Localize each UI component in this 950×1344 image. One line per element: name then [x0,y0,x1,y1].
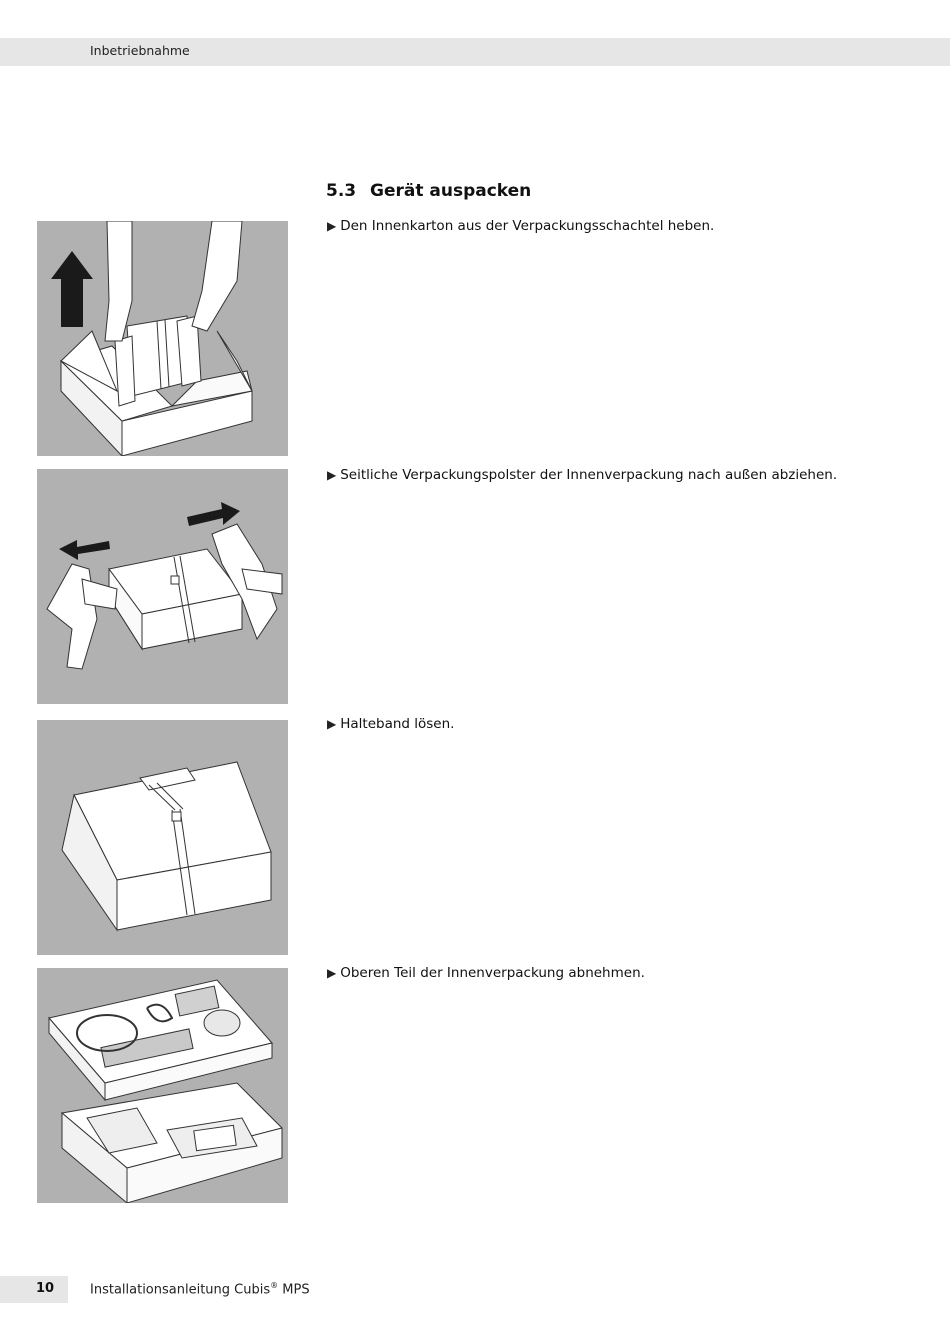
section-number: 5.3 [326,181,357,201]
section-title [326,181,531,201]
footer-title-main: Installationsanleitung Cubis [90,1282,271,1298]
header-bar [0,38,950,66]
step-4-text: Oberen Teil der Innenverpackung abnehmen. [340,965,645,981]
page-number: 10 [36,1281,55,1296]
step-3 [327,716,454,732]
illustration-remove-side-cushions [37,469,288,704]
step-1 [327,218,714,234]
triangle-bullet-icon: ▶ [327,219,337,233]
illustration-lift-inner-box [37,221,288,456]
illustration-release-strap [37,720,288,955]
header-title: Inbetriebnahme [90,43,190,58]
step-2 [327,467,837,483]
triangle-bullet-icon: ▶ [327,468,337,482]
step-3-text: Halteband lösen. [340,716,455,732]
page-number-box [0,1276,68,1303]
registered-mark: ® [270,1281,279,1290]
step-4 [327,965,645,981]
footer-doc-title [90,1281,310,1297]
step-2-text: Seitliche Verpackungspolster der Innenverpackung nach außen abziehen. [340,467,838,483]
triangle-bullet-icon: ▶ [327,717,337,731]
illustration-remove-top-packaging [37,968,288,1203]
triangle-bullet-icon: ▶ [327,966,337,980]
step-1-text: Den Innenkarton aus der Verpackungsschachtel heben. [340,218,715,234]
section-heading: Gerät auspacken [370,181,532,201]
footer-title-suffix: MPS [278,1282,310,1298]
